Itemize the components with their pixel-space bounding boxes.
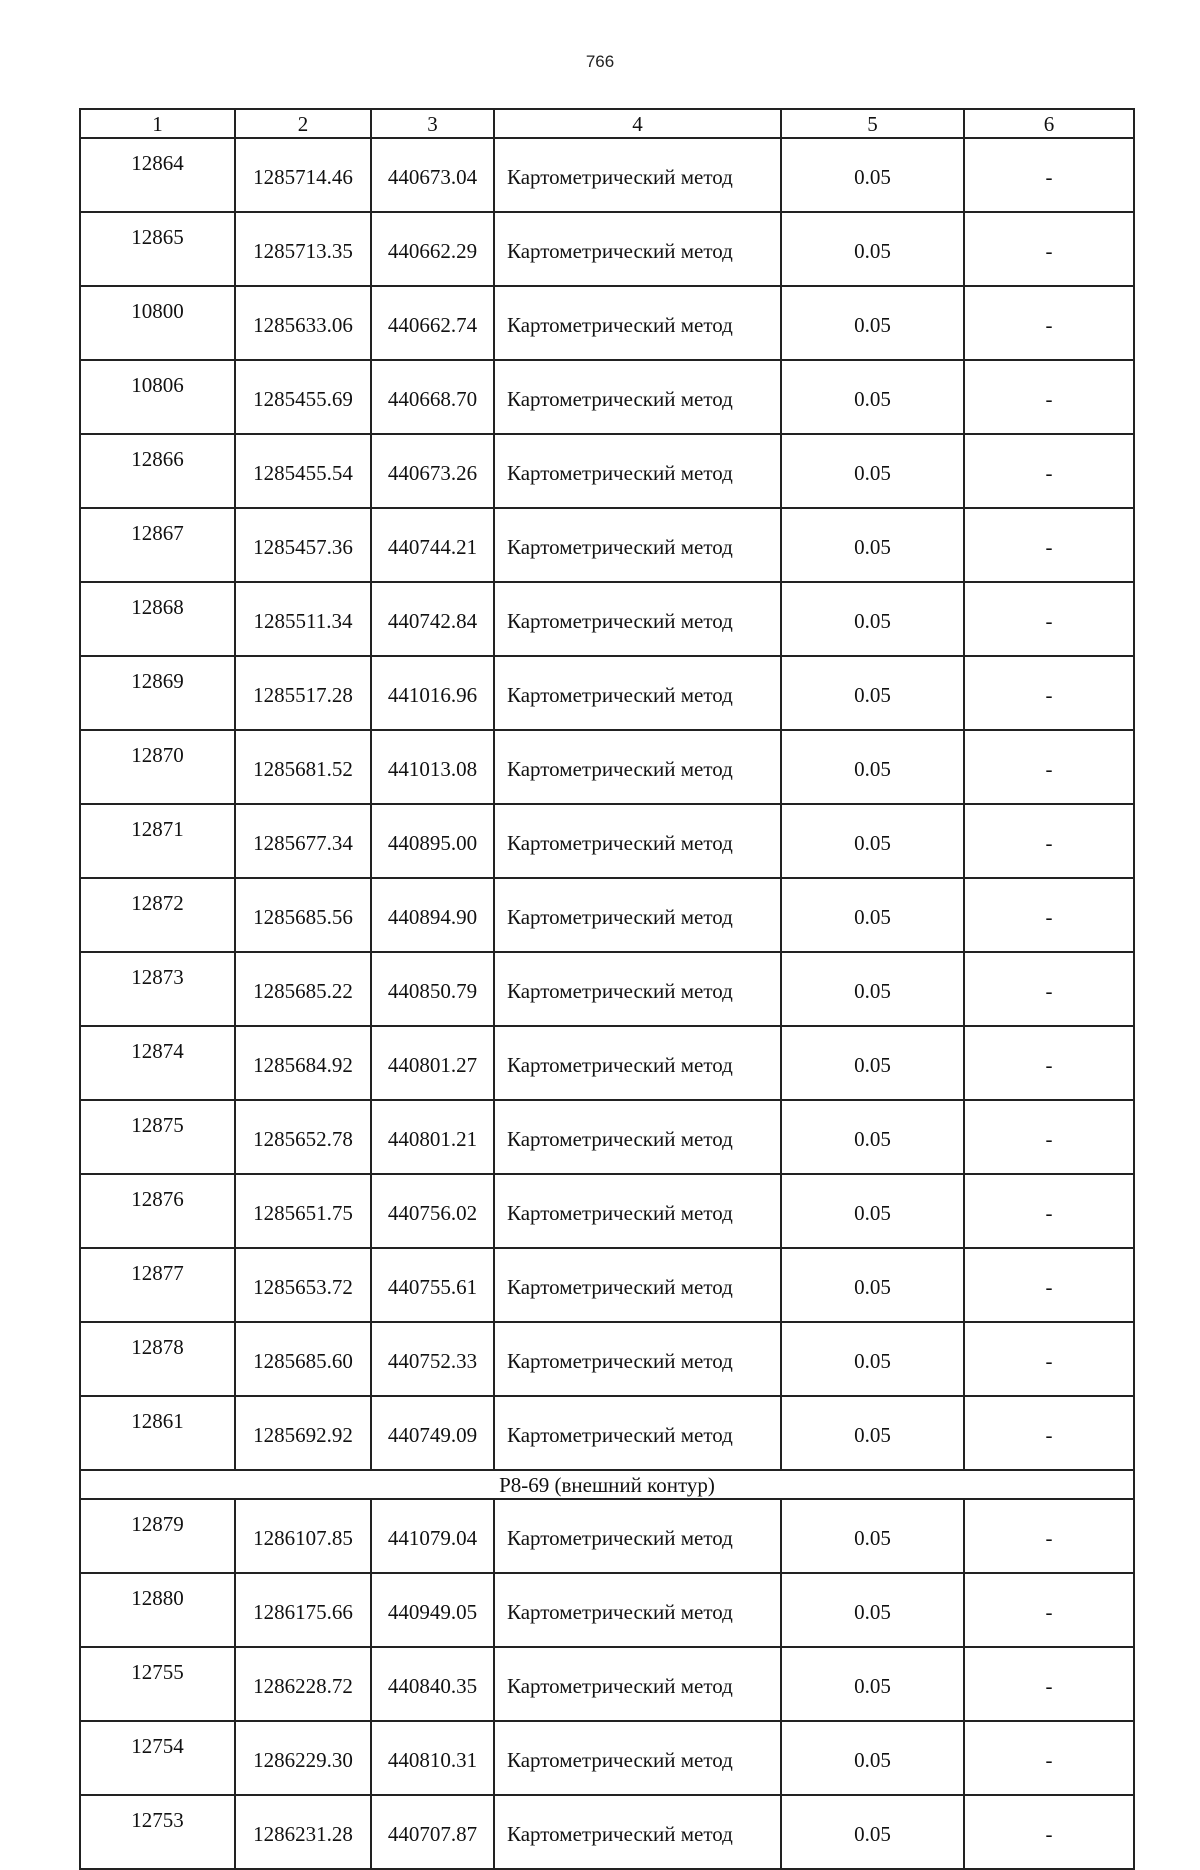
x-coordinate-cell: 1286107.85 [235, 1499, 371, 1573]
note-cell: - [964, 878, 1134, 952]
method-cell: Картометрический метод [494, 286, 781, 360]
accuracy-cell: 0.05 [781, 952, 964, 1026]
y-coordinate-cell: 440801.21 [371, 1100, 494, 1174]
y-coordinate-cell: 440744.21 [371, 508, 494, 582]
x-coordinate-cell: 1286175.66 [235, 1573, 371, 1647]
accuracy-cell: 0.05 [781, 212, 964, 286]
table-row [80, 1322, 1134, 1396]
x-coordinate-cell: 1285685.56 [235, 878, 371, 952]
table-row [80, 1248, 1134, 1322]
y-coordinate-cell: 440895.00 [371, 804, 494, 878]
method-cell: Картометрический метод [494, 1396, 781, 1470]
y-coordinate-cell: 440742.84 [371, 582, 494, 656]
note-cell: - [964, 582, 1134, 656]
y-coordinate-cell: 441016.96 [371, 656, 494, 730]
point-number-cell: 12753 [80, 1795, 235, 1869]
point-number-cell: 12861 [80, 1396, 235, 1470]
note-cell: - [964, 1499, 1134, 1573]
header-row [80, 109, 1134, 138]
method-cell: Картометрический метод [494, 582, 781, 656]
note-cell: - [964, 1795, 1134, 1869]
method-cell: Картометрический метод [494, 360, 781, 434]
table-row [80, 656, 1134, 730]
note-cell: - [964, 360, 1134, 434]
table-row [80, 1100, 1134, 1174]
note-cell: - [964, 212, 1134, 286]
point-number-cell: 12877 [80, 1248, 235, 1322]
x-coordinate-cell: 1285677.34 [235, 804, 371, 878]
header-cell: 5 [781, 109, 964, 138]
table-row [80, 1026, 1134, 1100]
accuracy-cell: 0.05 [781, 138, 964, 212]
y-coordinate-cell: 440662.29 [371, 212, 494, 286]
note-cell: - [964, 656, 1134, 730]
accuracy-cell: 0.05 [781, 1174, 964, 1248]
x-coordinate-cell: 1285457.36 [235, 508, 371, 582]
point-number-cell: 12878 [80, 1322, 235, 1396]
method-cell: Картометрический метод [494, 434, 781, 508]
x-coordinate-cell: 1286231.28 [235, 1795, 371, 1869]
method-cell: Картометрический метод [494, 508, 781, 582]
x-coordinate-cell: 1285681.52 [235, 730, 371, 804]
note-cell: - [964, 508, 1134, 582]
table-row [80, 1721, 1134, 1795]
note-cell: - [964, 1322, 1134, 1396]
y-coordinate-cell: 440749.09 [371, 1396, 494, 1470]
table-row [80, 212, 1134, 286]
method-cell: Картометрический метод [494, 878, 781, 952]
note-cell: - [964, 804, 1134, 878]
note-cell: - [964, 286, 1134, 360]
accuracy-cell: 0.05 [781, 730, 964, 804]
note-cell: - [964, 1647, 1134, 1721]
table-row [80, 730, 1134, 804]
y-coordinate-cell: 440840.35 [371, 1647, 494, 1721]
table-row [80, 1795, 1134, 1869]
x-coordinate-cell: 1285455.54 [235, 434, 371, 508]
y-coordinate-cell: 440755.61 [371, 1248, 494, 1322]
point-number-cell: 12871 [80, 804, 235, 878]
note-cell: - [964, 1174, 1134, 1248]
point-number-cell: 12876 [80, 1174, 235, 1248]
point-number-cell: 12870 [80, 730, 235, 804]
note-cell: - [964, 1248, 1134, 1322]
point-number-cell: 12755 [80, 1647, 235, 1721]
y-coordinate-cell: 441013.08 [371, 730, 494, 804]
method-cell: Картометрический метод [494, 1174, 781, 1248]
point-number-cell: 12867 [80, 508, 235, 582]
accuracy-cell: 0.05 [781, 1499, 964, 1573]
accuracy-cell: 0.05 [781, 1100, 964, 1174]
x-coordinate-cell: 1285455.69 [235, 360, 371, 434]
section-row [80, 1470, 1134, 1499]
point-number-cell: 12866 [80, 434, 235, 508]
y-coordinate-cell: 440673.04 [371, 138, 494, 212]
accuracy-cell: 0.05 [781, 1248, 964, 1322]
y-coordinate-cell: 440949.05 [371, 1573, 494, 1647]
point-number-cell: 12868 [80, 582, 235, 656]
note-cell: - [964, 1026, 1134, 1100]
table-row [80, 1499, 1134, 1573]
header-cell: 6 [964, 109, 1134, 138]
header-cell: 3 [371, 109, 494, 138]
table-row [80, 1396, 1134, 1470]
table-row [80, 508, 1134, 582]
accuracy-cell: 0.05 [781, 1795, 964, 1869]
x-coordinate-cell: 1285651.75 [235, 1174, 371, 1248]
note-cell: - [964, 1100, 1134, 1174]
accuracy-cell: 0.05 [781, 1396, 964, 1470]
y-coordinate-cell: 440756.02 [371, 1174, 494, 1248]
method-cell: Картометрический метод [494, 1499, 781, 1573]
x-coordinate-cell: 1285685.22 [235, 952, 371, 1026]
method-cell: Картометрический метод [494, 1647, 781, 1721]
x-coordinate-cell: 1285713.35 [235, 212, 371, 286]
point-number-cell: 12873 [80, 952, 235, 1026]
x-coordinate-cell: 1285511.34 [235, 582, 371, 656]
y-coordinate-cell: 440662.74 [371, 286, 494, 360]
accuracy-cell: 0.05 [781, 804, 964, 878]
note-cell: - [964, 138, 1134, 212]
table-row [80, 138, 1134, 212]
x-coordinate-cell: 1286229.30 [235, 1721, 371, 1795]
point-number-cell: 12864 [80, 138, 235, 212]
method-cell: Картометрический метод [494, 138, 781, 212]
method-cell: Картометрический метод [494, 212, 781, 286]
accuracy-cell: 0.05 [781, 1721, 964, 1795]
table-row [80, 1647, 1134, 1721]
y-coordinate-cell: 440801.27 [371, 1026, 494, 1100]
accuracy-cell: 0.05 [781, 286, 964, 360]
x-coordinate-cell: 1285684.92 [235, 1026, 371, 1100]
accuracy-cell: 0.05 [781, 582, 964, 656]
x-coordinate-cell: 1285652.78 [235, 1100, 371, 1174]
method-cell: Картометрический метод [494, 1026, 781, 1100]
point-number-cell: 12874 [80, 1026, 235, 1100]
x-coordinate-cell: 1285517.28 [235, 656, 371, 730]
header-cell: 4 [494, 109, 781, 138]
accuracy-cell: 0.05 [781, 1026, 964, 1100]
coordinates-table [79, 108, 1135, 1870]
note-cell: - [964, 952, 1134, 1026]
note-cell: - [964, 1721, 1134, 1795]
point-number-cell: 12880 [80, 1573, 235, 1647]
note-cell: - [964, 1396, 1134, 1470]
y-coordinate-cell: 440810.31 [371, 1721, 494, 1795]
header-cell: 2 [235, 109, 371, 138]
method-cell: Картометрический метод [494, 1322, 781, 1396]
x-coordinate-cell: 1286228.72 [235, 1647, 371, 1721]
y-coordinate-cell: 440752.33 [371, 1322, 494, 1396]
note-cell: - [964, 1573, 1134, 1647]
coordinates-table-body [80, 109, 1134, 1869]
method-cell: Картометрический метод [494, 1573, 781, 1647]
method-cell: Картометрический метод [494, 1100, 781, 1174]
accuracy-cell: 0.05 [781, 434, 964, 508]
x-coordinate-cell: 1285714.46 [235, 138, 371, 212]
method-cell: Картометрический метод [494, 656, 781, 730]
point-number-cell: 12872 [80, 878, 235, 952]
method-cell: Картометрический метод [494, 952, 781, 1026]
point-number-cell: 12875 [80, 1100, 235, 1174]
y-coordinate-cell: 441079.04 [371, 1499, 494, 1573]
page-number: 766 [585, 52, 615, 71]
method-cell: Картометрический метод [494, 1795, 781, 1869]
section-title: Р8-69 (внешний контур) [80, 1470, 1134, 1499]
table-row [80, 952, 1134, 1026]
accuracy-cell: 0.05 [781, 1322, 964, 1396]
table-row [80, 1174, 1134, 1248]
accuracy-cell: 0.05 [781, 878, 964, 952]
accuracy-cell: 0.05 [781, 1573, 964, 1647]
table-row [80, 286, 1134, 360]
table-row [80, 804, 1134, 878]
point-number-cell: 12754 [80, 1721, 235, 1795]
x-coordinate-cell: 1285692.92 [235, 1396, 371, 1470]
point-number-cell: 10806 [80, 360, 235, 434]
x-coordinate-cell: 1285633.06 [235, 286, 371, 360]
accuracy-cell: 0.05 [781, 656, 964, 730]
y-coordinate-cell: 440673.26 [371, 434, 494, 508]
x-coordinate-cell: 1285685.60 [235, 1322, 371, 1396]
header-cell: 1 [80, 109, 235, 138]
method-cell: Картометрический метод [494, 1248, 781, 1322]
accuracy-cell: 0.05 [781, 360, 964, 434]
y-coordinate-cell: 440668.70 [371, 360, 494, 434]
table-row [80, 360, 1134, 434]
point-number-cell: 12879 [80, 1499, 235, 1573]
table-row [80, 582, 1134, 656]
table-row [80, 1573, 1134, 1647]
method-cell: Картометрический метод [494, 1721, 781, 1795]
point-number-cell: 10800 [80, 286, 235, 360]
accuracy-cell: 0.05 [781, 508, 964, 582]
y-coordinate-cell: 440850.79 [371, 952, 494, 1026]
point-number-cell: 12869 [80, 656, 235, 730]
note-cell: - [964, 730, 1134, 804]
x-coordinate-cell: 1285653.72 [235, 1248, 371, 1322]
y-coordinate-cell: 440894.90 [371, 878, 494, 952]
y-coordinate-cell: 440707.87 [371, 1795, 494, 1869]
method-cell: Картометрический метод [494, 730, 781, 804]
accuracy-cell: 0.05 [781, 1647, 964, 1721]
table-row [80, 434, 1134, 508]
point-number-cell: 12865 [80, 212, 235, 286]
method-cell: Картометрический метод [494, 804, 781, 878]
note-cell: - [964, 434, 1134, 508]
table-row [80, 878, 1134, 952]
